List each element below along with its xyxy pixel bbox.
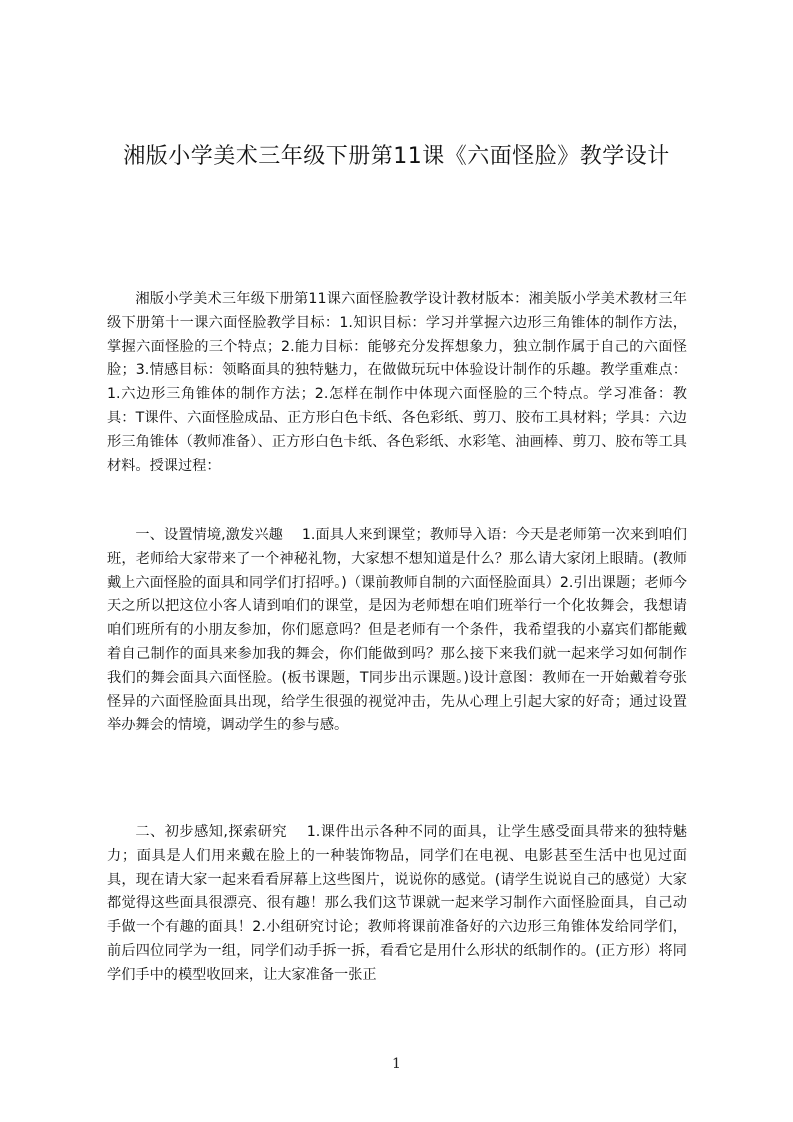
paragraph-section-one: 一、设置情境,激发兴趣 1.面具人来到课堂；教师导入语：今天是老师第一次来到咱们班，老师给大家带来了一个神秘礼物，大家想不想知道是什么？那么请大家闭上眼睛。(教师戴上六面怪脸的面具和同学们打招呼。)（课前教师自制的六面怪脸面具）2.引出课题；老师今天之所以把这位小客人请到咱们的课堂，是因为老师想在咱们班举行一个化妆舞会，我想请咱们班所有的小朋友参加，你们愿意吗？但是老师有一个条件，我希望我的小嘉宾们都能戴着自己制作的面具来参加我的舞会，你们能做到吗？那么接下来我们就一起来学习如何制作我们的舞会面具六面怪脸。(板书课题，T同步出示课题。)设计意图：教师在一开始戴着夸张怪异的六面怪脸面具出现，给学生很强的视觉冲击，先从心理上引起大家的好奇；通过设置举办舞会的情境，调动学生的参与感。 [107, 527, 687, 734]
document-title: 湘版小学美术三年级下册第11课《六面怪脸》教学设计 [123, 144, 670, 169]
paragraph-section-two: 二、初步感知,探索研究 1.课件出示各种不同的面具，让学生感受面具带来的独特魅力；面具是人们用来戴在脸上的一种装饰物品，同学们在电视、电影甚至生活中也见过面具，现在请大家一起来看看屏幕上这些图片，说说你的感觉。(请学生说说自己的感觉）大家都觉得这些面具很漂亮、很有趣！那么我们这节课就一起来学习制作六面怪脸面具，自己动手做一个有趣的面具！2.小组研究讨论；教师将课前准备好的六边形三角锥体发给同学们，前后四位同学为一组，同学们动手拆一拆，看看它是用什么形状的纸制作的。(正方形）将同学们手中的模型收回来，让大家准备一张正 [107, 824, 687, 983]
paragraph-intro: 湘版小学美术三年级下册第11课六面怪脸教学设计教材版本：湘美版小学美术教材三年级下册第十一课六面怪脸教学目标：1.知识目标：学习并掌握六边形三角锥体的制作方法，掌握六面怪脸的三个特点；2.能力目标：能够充分发挥想象力，独立制作属于自己的六面怪脸；3.情感目标：领略面具的独特魅力，在做做玩玩中体验设计制作的乐趣。教学重难点：1.六边形三角锥体的制作方法；2.怎样在制作中体现六面怪脸的三个特点。学习准备：教具：T课件、六面怪脸成品、正方形白色卡纸、各色彩纸、剪刀、胶布工具材料；学具：六边形三角锥体（教师准备）、正方形白色卡纸、各色彩纸、水彩笔、油画棒、剪刀、胶布等工具材料。授课过程： [107, 291, 687, 474]
page-number: 1 [392, 1056, 401, 1072]
